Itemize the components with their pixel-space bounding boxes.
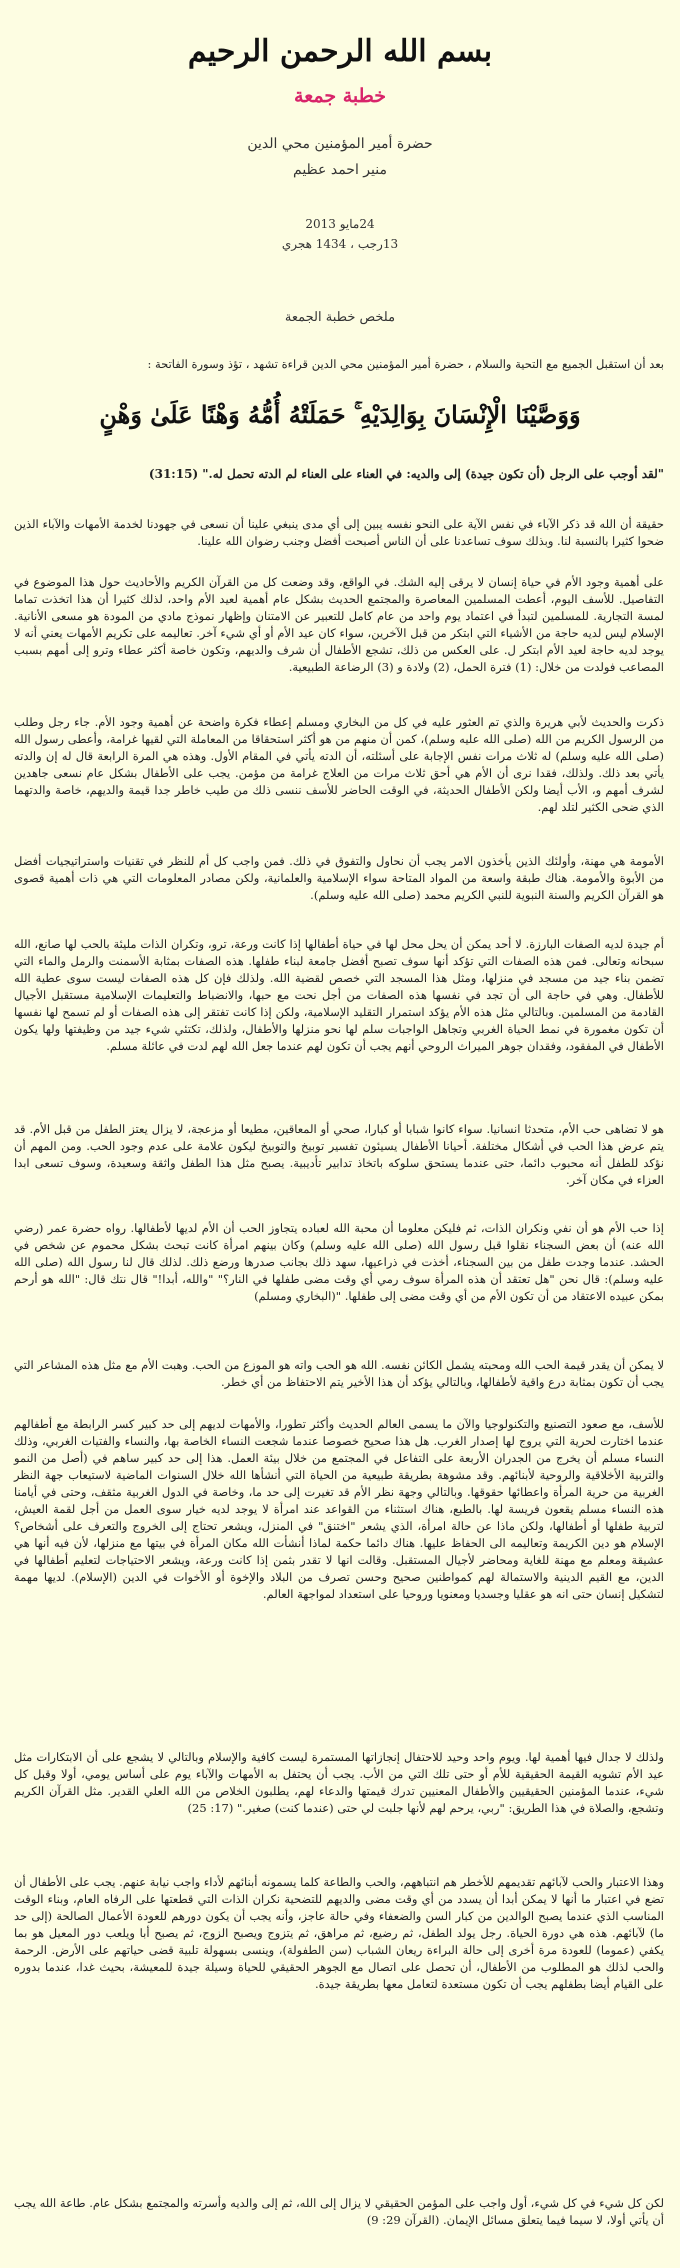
- paragraph: للأسف، مع صعود التصنيع والتكنولوجيا والآن ما يسمى العالم الحديث وأكثر تطورا، والأمهات لديهم إلى حد كبير كسر الرابطة مع أطفالهم عندما اختارت لحرية التي يروج لها إصدار الغرب. هل هذا صحيح خصوصا عندما شجعت النساء الخاصة بها، والنساء والفتيات الغربي، وذلك النساء مسلم أن يخرج من الجدران الأربعة على التفاعل في المجتمع من خلال بيئة العمل. هذا إلى حد كبير ساهم في (أصل من النمو والتربية الأخلاقية والروحية لأبنائهم. وقد مشوهة بطريقة طبيعية من الحياة التي أنشأها الله خلال السنوات الماضية لاستيعاب جهة النظر الغربية من حرية المرأة واعطائها حقوقها. وبالتالي وجهة نظر الأم قد تغيرت إلى حد ما، وخاصة في الدول الغربية مثقف، وحتى في أيامنا هذه النساء مسلم يقعون فريسة لها. بالطبع، هناك استثناء من القواعد عند امرأة لا يوجد لديه خيار سوى العمل من أجل لقمة العيش، لتربية طفلها أو أطفالها، ولكن ماذا عن حالة امرأة، الذي يشعر "اختنق" في المنزل، ويشعر تحتاج إلى الخروج والتعرف على أشخاص؟ الإسلام هو دين الكريمة وتعاليمه الى الحفاظ عليها. هناك دائما حكمة لماذا أنشأت الله مكان المرأة في بيتها مع منزلها، لأن فيه أنها هي عشيقة ومعلم مع مهنة للغاية ومحاضر لأجيال المستقبل. وقالت انها لا تقدر بثمن إذا كانت ورعة، ويشعر الاحتياجات لتعليم أطفالها في الدين، مع القيم الدينية والاستمالة لهم كمواطنين صحيح وحسن تصرف من البلاد والإخوة أو الأخوات في الدين (الإسلام). لديها مهمة لتشكيل إنسان حتى انه هو عقليا وجسديا ومعنويا وروحيا على استعداد لمواجهة العالم.: [14, 1417, 664, 1601]
- paragraph: لكن كل شيء في كل شيء، أول واجب على المؤمن الحقيقي لا يزال إلى الله، ثم إلى والديه وأسرته والمجتمع بشكل عام. طاعة الله يجب أن يأتي أولا، لا سيما فيما يتعلق مسائل الإيمان. (القرآن 29: 9): [14, 2196, 664, 2227]
- speaker-name: حضرة أمير المؤمنين محي الدين: [247, 136, 433, 152]
- date-hijri: 13رجب ، 1434 هجري: [281, 237, 399, 251]
- paragraph: ولذلك لا جدال فيها أهمية لها. ويوم واحد وحيد للاحتفال إنجازاتها المستمرة ليست كافية والإسلام وبالتالي لا يشجع على أن الابتكارات مثل عيد الأم تشويه القيمة الحقيقية للأم أو حتى تلك التي من الأب. يجب أن يحتفل به الأمهات والآباء يوم على أساس يومي، أولا وقبل كل شيء، عندما المؤمنين الحقيقيين والأطفال المعنيين تدرك قيمتها والدعاء لهم، يطلبون الخلاص من الله العلي القدير. مثل القرآن الكريم وتشجع، والصلاة في هذا الطريق: "ربي، يرحم لهم لأنها جلبت لي حتى (عندما كنت) صغير." (17: 25): [14, 1750, 664, 1815]
- paragraph: لا يمكن أن يقدر قيمة الحب الله ومحبته يشمل الكائن نفسه. الله هو الحب واته هو الموزع من الحب. وهبت الأم مع مثل هذه المشاعر التي يجب أن تكون بمثابة درع واقية لأطفالها، وبالتالي يؤكد أن هذا الأخير يتم الاحتفاظ من أي خطر.: [14, 1358, 664, 1389]
- quran-verse: وَوَصَّيْنَا الْإِنْسَانَ بِوَالِدَيْهِ ۚ حَمَلَتْهُ أُمُّهُ وَهْنًا عَلَىٰ وَهْنٍ: [99, 400, 581, 429]
- translator-name: منير احمد عظيم: [293, 162, 387, 178]
- paragraph: ذكرت والحديث لأبي هريرة والذي تم العثور عليه في كل من البخاري ومسلم إعطاء فكرة واضحة عن أهمية وجود الأم. جاء رجل وطلب من الرسول الكريم من الله (صلى الله عليه وسلم)، كمن أن منهم من هو أكثر استحقاقا من المعاملة التي لقيها غرامة، وأعطى رسول الله (صلى الله عليه وسلم) له ثلاث مرات نفس الإجابة على أسئلته، أن الدته يأتي في المقام الأول. وهذه هي المرة الرابعة قال له إن والدته يأتي بعد ذلك. ولذلك، فقدا نرى أن الأم هي أحق ثلاث مرات من العلاج غرامة من مؤمن. يجب على الأطفال بشكل عام نسعى جاهدين لشرف أمهم و، الأب أيضا ولكن الأطفال الحديثة، في الوقت الحاضر للأسف ننسى ذلك من طيب خاطر جدا قيمة والديهم، خاصة والدتهما الذي ضحى الكثير لتلد لهم.: [14, 715, 664, 814]
- khutba-title: خطبة جمعة: [294, 85, 386, 107]
- paragraph: وهذا الاعتبار والحب لآبائهم تقديمهم للأخطر هم انتباههم، والحب والطاعة كلما يسمونه أبنائهم لأداء واجب نيابة عنهم. يجب على الأطفال أن تضع في اعتبار ما أنها لا يمكن أبدا أن يسدد من أي وقت مضى والديهم للتضحية نكران الذات التي قطعتها على الرفاه العام، وبناء الوقت المناسب الذي عندما يصبح الوالدين من كبار السن والضعفاء وفي حالة عاجز، وأنه يجب أن يكون دورهم للعودة الأعمال الصالحة (إلى حد ما) لآبائهم. هذه هي دورة الحياة. رجل يولد الطفل، ثم رضيع، ثم مراهق، ثم يتزوج ويصبح الزوج، ثم يصبح أبا ويلعب دور المعيل هو بما يكفي (عموما) للعودة مرة أخرى إلى حالة البراءة ريعان الشباب (سن الطفولة)، وينسى بسهولة تلبية قضى حياتهم على الأرض. الرحمة والحب لذلك هو المطلوب من الأطفال، أن تحصل على اتصال مع الجوهر الحقيقي للحياة وسيلة جيدة للمعيشة، بحيث غدا، عندما بدوره على القيام أيضا بطفلهم يجب أن تكون مستعدة لتعامل معها بطريقة جيدة.: [14, 1875, 664, 1991]
- date-gregorian: 24مايو 2013: [305, 217, 375, 231]
- paragraph: على أهمية وجود الأم في حياة إنسان لا يرقى إليه الشك. في الواقع، وقد وضعت كل من القرآن الكريم والأحاديث حول هذا الموضوع في التفاصيل. للأسف اليوم، أعطت المسلمين المعاصرة والمجتمع الحديث بشكل عام أهمية لعيد الأم واحد، لذلك كثيرا أن هذا اتخذت تماما لمسة التجارية. للمسلمين لتبدأ في اعتماد يوم واحد من عام كامل للتعبير عن الامتنان وإظهار نموذج مادي من المودة هو مسعى الأنانية. الإسلام ليس لديه حاجة من الأشياء التي ابتكر من قبل الآخرين، سواء كان عيد الأم أو أي شيء آخر. تعاليمه على تكريم الأمهات يعني أنه لا يوجد لديه حاجة لعيد الأم ابتكر ل. على العكس من ذلك، تشجع الأطفال أن شرف والديهم، وتكون خاصة أكثر عطاء وترو إلى أمهم بسبب المصاعب فولدت من خلال: (1) فترة الحمل، (2) ولادة و (3) الرضاعة الطبيعية.: [14, 575, 664, 674]
- paragraph: الأمومة هي مهنة، وأولئك الذين يأخذون الامر يجب أن نحاول والتفوق في ذلك. فمن واجب كل أم للنظر في تقنيات واستراتيجيات أفضل من الأبوة والأمومة. هناك طبقة واسعة من المواد المتاحة سواء الإسلامية والعلمانية، ولكن مصادر المعلومات التي هي ذات أهمية قصوى هو القرآن الكريم والسنة النبوية للنبي الكريم محمد (صلى الله عليه وسلم).: [14, 854, 664, 902]
- paragraph: إذا حب الأم هو أن نفي ونكران الذات، ثم فليكن معلوما أن محبة الله لعباده يتجاوز الحب أن الأم لديها لأطفالها. رواه حضرة عمر (رضي الله عنه) أن بعض السجناء نقلوا قبل رسول الله (صلى الله عليه وسلم) وكان بينهم امرأة كانت تبحث بشكل محموم عن شخص في الحشد. عندما وجدت طفل من بين السجناء، أخذت في ذراعيها، سهد ذلك بجانب صدرها ورضع ذلك. لذلك قال لنا رسول الله (صلى الله عليه وسلم): قال نحن "هل تعتقد أن هذه المرأة سوف رمي أي وقت مضى طفلها في النار؟" "والله، أبدا!" قال نتك قال: "الله هو أرحم بمكن عبيده الاعتقاد من أن تكون الأم من أي وقت مضى إلى طفلها. "(البخاري ومسلم): [14, 1221, 664, 1303]
- paragraph: حقيقة أن الله قد ذكر الآباء في نفس الآية على النحو نفسه يبين إلى أي مدى ينبغي علينا أن نسعى في جهودنا لخدمة الأمهات والآباء الذين ضحوا كثيرا بالنسبة لنا. وبذلك سوف تساعدنا على أن الناس أصبحت أفضل وجنب رضوان الله علينا.: [14, 517, 664, 548]
- verse-translation: "لقد أوجب على الرجل (أن تكون جيدة) إلى والديه: في العناء على العناء لم الدته تحمل له." (31:15): [148, 467, 664, 481]
- bismillah-heading: بسم الله الرحمن الرحيم: [187, 34, 493, 69]
- summary-title: ملخص خطبة الجمعة: [284, 310, 396, 325]
- paragraph: هو لا تضاهى حب الأم، متحدثا انسانيا. سواء كانوا شبابا أو كبارا، صحي أو المعاقين، مطيعا أو مزعجة، لا يزال يعتز الطفل من قبل الأم. قد يتم عرض هذا الحب في أشكال مختلفة. أحيانا الأطفال يسيئون تفسير توبيخ والتوبيخ ليكون علامة على عدم وجود الحب. ومن المهم أن نؤكد للطفل أنه محبوب دائما، حتى عندما يستحق سلوكه باتخاذ تدابير تأديبية. يصبح مثل هذا الطفل واثقة وسعيدة، وسوف تسعى ابدا العزاء في مكان آخر.: [14, 1122, 664, 1187]
- paragraph: أم جيدة لديه الصفات البارزة. لا أحد يمكن أن يحل محل لها في حياة أطفالها إذا كانت ورعة، ترو، وتكران الذات مليئة بالحب لها صانع، الله سبحانه وتعالى. فمن هذه الصفات التي تؤكد أنها سوف تصبح أفضل جامعة لبناء طفلها. هذه الصفات بمثابة الأسمنت والرمل والماء التي تضمن بناء جيد من مسجد في منزلها، ومثل هذا المسجد التي خصص لقضية الله. ولذلك فإن كل هذه الصفات ليست سوى عطية الله للأطفال. وهي في حاجة الى أن تجد في نفسها هذه الصفات من أجل نحت مع حبها، والانضباط والتعليمات الإسلامية مستقبل الأجيال القادمة من المسلمين. وبالتالي مثل هذه الأم يؤكد استمرار التقليد الإسلامية، ولكن إذا كانت تفتقر إلى هذه الصفات أو لم تسمح لها نفسها أن تكون مغمورة في نمط الحياة الغربي وتجاهل الواجبات سلم لها نحو منزلها والأطفال، ولذلك، تكتئي شيء جيد من وظيفتها ولها يكون الأطفال في المفقود، وفقدان جوهر الميراث الروحي أنهم يجب أن تكون لهم عندما جعل الله لهم لدت في عائلة مسلم.: [14, 937, 664, 1053]
- intro-paragraph: بعد أن استقبل الجميع مع التحية والسلام ، حضرة أمير المؤمنين محي الدين قراءة تشهد ، تؤذ وسورة الفاتحة :: [147, 357, 664, 371]
